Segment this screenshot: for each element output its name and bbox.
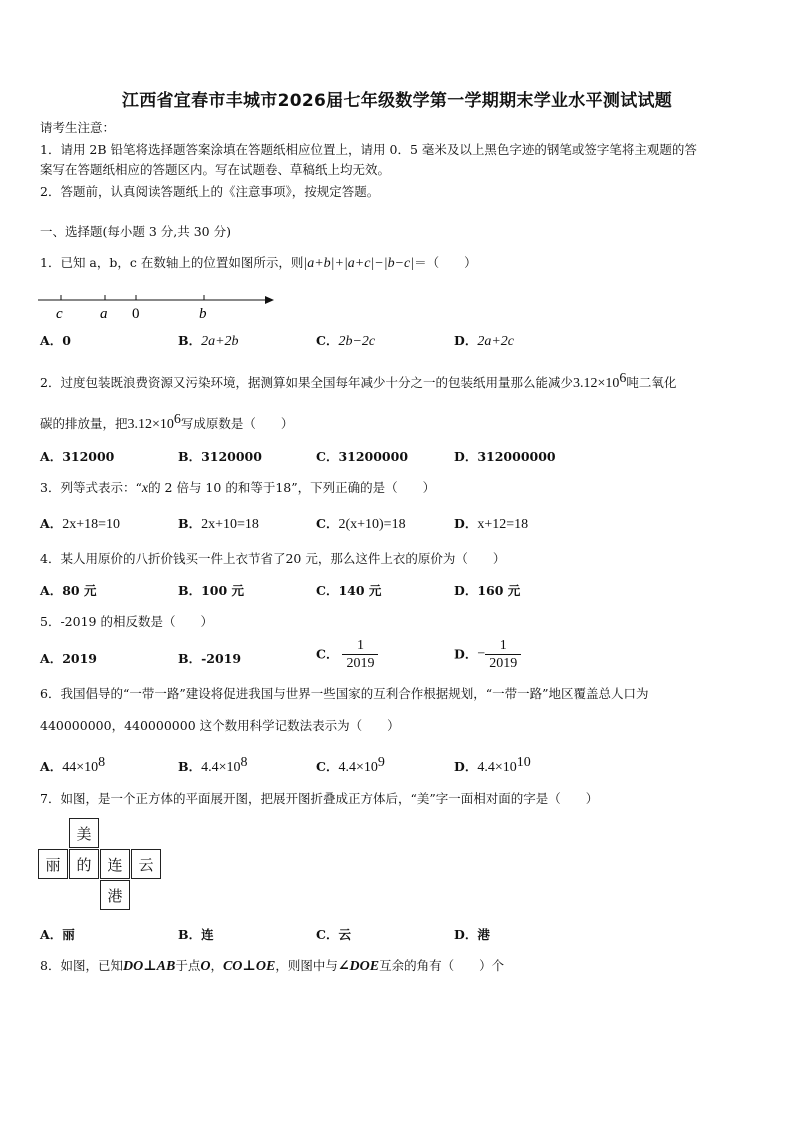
question-2-option-c[interactable]: C．31200000 [316,449,409,464]
question-1-expression: |a+b|+|a+c|−|b−c| [303,256,415,271]
question-1-option-d[interactable]: D．2a+2c [454,333,515,349]
cube-face-mei: 美 [69,818,99,848]
question-3-option-b[interactable]: B．2x+10=18 [178,516,259,532]
question-2-option-b[interactable]: B．3120000 [178,449,262,464]
question-5-option-c[interactable]: C． $\frac{1}{2019}$ [316,637,378,672]
question-3-option-d[interactable]: D．x+12=18 [454,516,529,532]
question-6-stem-line-2: 440000000，440000000 这个数用科学记数法表示为（ ） [40,718,400,733]
question-4-option-a[interactable]: A．80 元 [40,583,97,598]
cube-face-gang: 港 [100,880,130,910]
question-4-option-b[interactable]: B．100 元 [178,583,245,598]
question-1-option-c[interactable]: C．2b−2c [316,333,376,349]
question-4-option-d[interactable]: D．160 元 [454,583,521,598]
question-7-option-a[interactable]: A．丽 [40,927,75,942]
axis-label-c: c [56,306,63,322]
question-6-stem-line-1: 6．我国倡导的“一带一路”建设将促进我国与世界一些国家的互利合作根据规划，“一带一路”地区覆盖总人口为 [40,686,649,701]
notice-line-1b: 案写在答题纸相应的答题区内。写在试题卷、草稿纸上均无效。 [40,162,391,177]
question-1-option-b[interactable]: B．2a+2b [178,333,239,349]
question-3-stem: 3．列等式表示：“x的 2 倍与 10 的和等于18”，下列正确的是（ ） [40,480,436,496]
question-8-stem: 8．如图，已知DO⊥AB于点O，CO⊥OE，则图中与∠DOE互余的角有（ ）个 [40,958,505,974]
question-6-option-b[interactable]: B．$4.4\times 10^8$ [178,755,248,776]
question-2-stem-line-2: 碳的排放量，把$3.12\times 10^6$写成原数是（ ） [40,412,294,433]
question-4-stem: 4．某人用原价的八折价钱买一件上衣节省了20 元，那么这件上衣的原价为（ ） [40,551,506,566]
axis-label-a: a [100,306,108,322]
axis-label-zero: 0 [132,306,140,322]
cube-face-li: 丽 [38,849,68,879]
notice-heading: 请考生注意： [40,120,116,135]
question-6-option-c[interactable]: C．$4.4\times 10^9$ [316,755,385,776]
question-6-option-a[interactable]: A．$44\times 10^8$ [40,755,106,776]
question-5-option-b[interactable]: B．-2019 [178,651,242,666]
question-7-stem: 7．如图，是一个正方体的平面展开图，把展开图折叠成正方体后，“美”字一面相对面的字是（ ） [40,791,599,806]
question-2-stem-line-1: 2．过度包装既浪费资源又污染环境，据测算如果全国每年减少十分之一的包装纸用量那么能减少$3.12\times 10^6$吨二氧化 [40,371,677,392]
question-2-option-d[interactable]: D．312000000 [454,449,556,464]
fraction: $\frac{1}{2019}$ [342,637,378,672]
cube-face-de: 的 [69,849,99,879]
question-3-option-a[interactable]: A．2x+18=10 [40,516,120,532]
axis-label-b: b [199,306,207,322]
question-5-stem: 5．-2019 的相反数是（ ） [40,614,213,629]
question-7-option-d[interactable]: D．港 [454,927,490,942]
page-title: 江西省宜春市丰城市2026届七年级数学第一学期期末学业水平测试试题 [121,91,673,111]
section-heading: 一、选择题(每小题 3 分,共 30 分) [40,224,231,239]
cube-net [38,818,162,914]
question-5-option-a[interactable]: A．2019 [40,651,97,666]
number-line [36,288,280,324]
cube-face-yun: 云 [131,849,161,879]
question-1-option-a[interactable]: A．0 [40,333,71,348]
fraction: $\frac{1}{2019}$ [485,637,521,672]
notice-line-1a: 1．请用 2B 铅笔将选择题答案涂填在答题纸相应位置上，请用 0．5 毫米及以上黑色字迹的钢笔或签字笔将主观题的答 [40,142,697,157]
question-6-option-d[interactable]: D．$4.4\times 10^{10}$ [454,755,531,776]
cube-face-lian: 连 [100,849,130,879]
notice-line-2: 2．答题前，认真阅读答题纸上的《注意事项》，按规定答题。 [40,184,380,199]
question-2-option-a[interactable]: A．312000 [40,449,115,464]
question-4-option-c[interactable]: C．140 元 [316,583,382,598]
question-3-option-c[interactable]: C．2(x+10)=18 [316,516,406,532]
question-7-option-b[interactable]: B．连 [178,927,214,942]
question-1-stem: 1．已知 a，b，c 在数轴上的位置如图所示，则|a+b|+|a+c|−|b−c|＝（ ） [40,255,477,271]
question-7-option-c[interactable]: C．云 [316,927,351,942]
question-5-option-d[interactable]: D．− $\frac{1}{2019}$ [454,637,521,672]
